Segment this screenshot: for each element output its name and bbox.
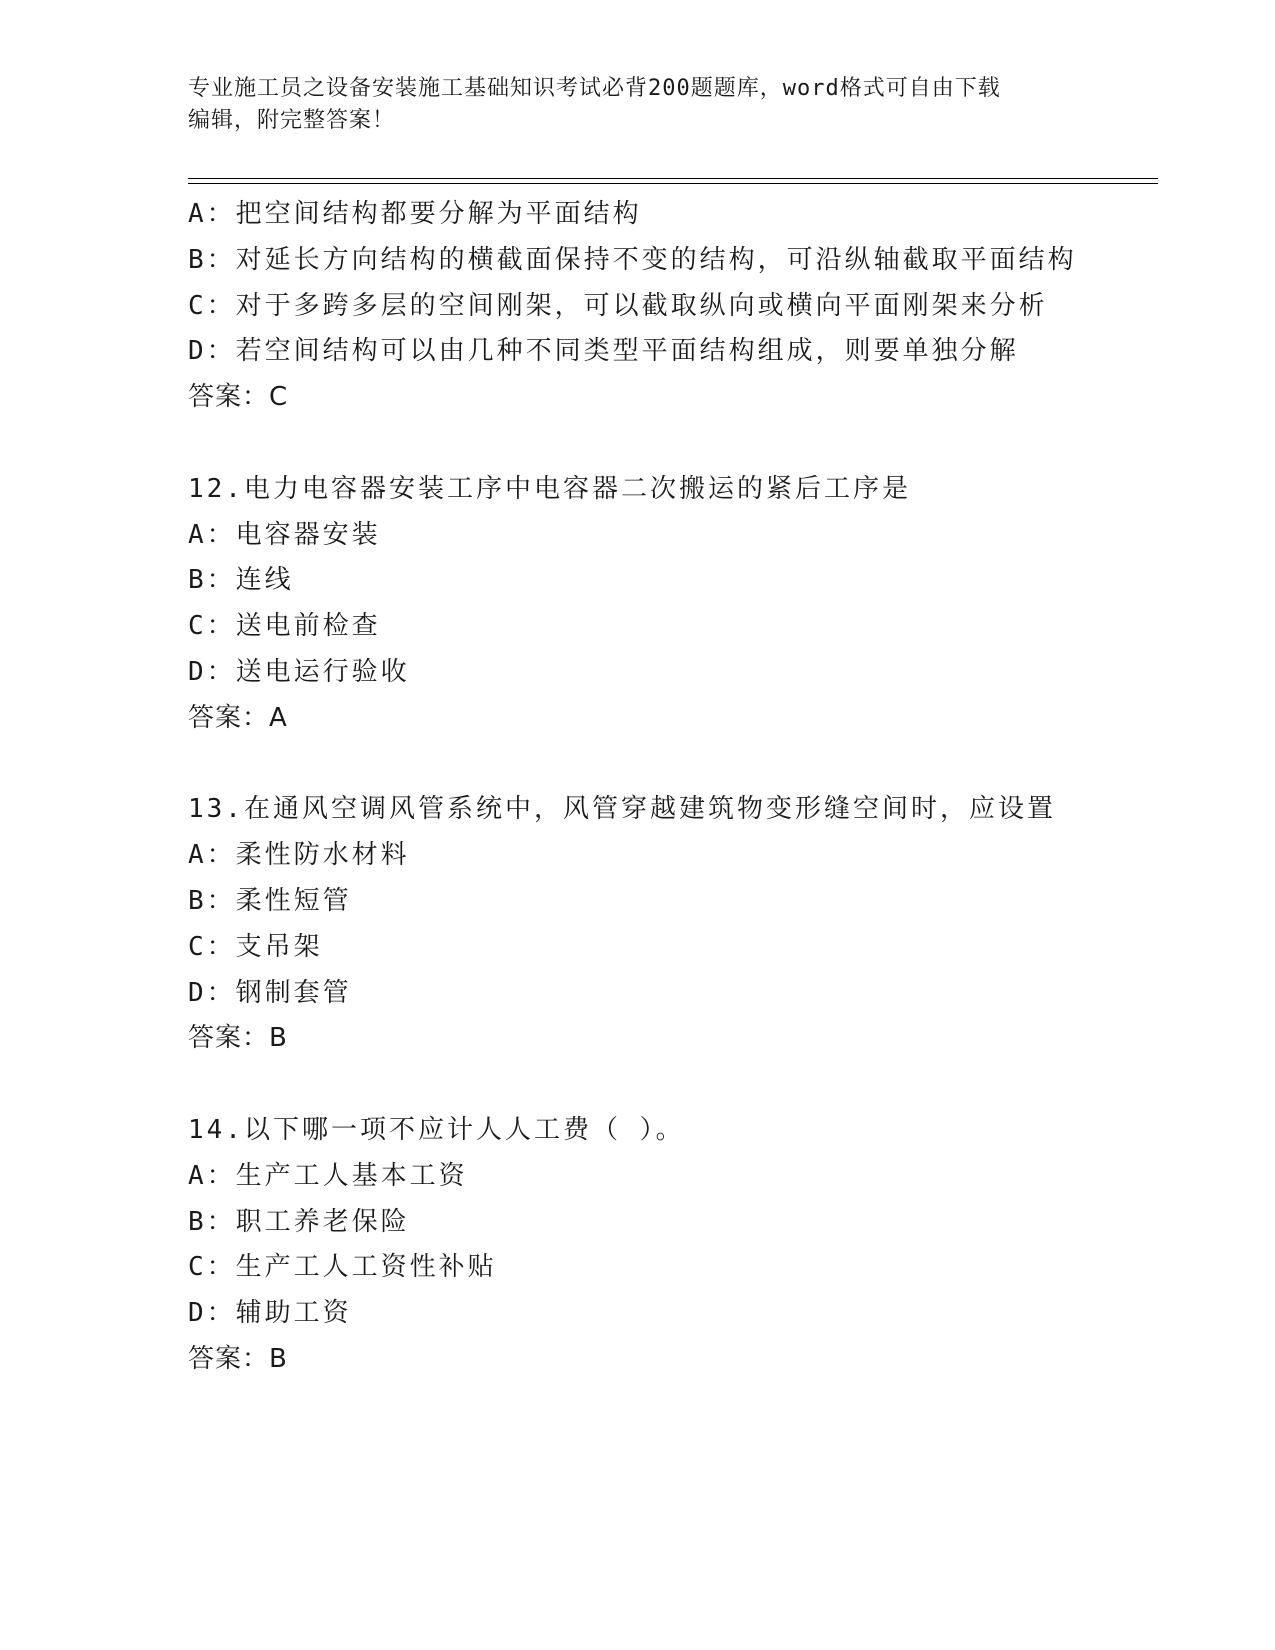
option-d: D：若空间结构可以由几种不同类型平面结构组成，则要单独分解	[188, 336, 1019, 367]
question-text: 13.在通风空调风管系统中，风管穿越建筑物变形缝空间时，应设置	[188, 794, 1056, 825]
option-c: C：支吊架	[188, 931, 323, 962]
spacer	[188, 421, 1168, 467]
spacer	[188, 1062, 1168, 1108]
answer-line: 答案：C	[188, 382, 289, 413]
option-b: B：对延长方向结构的横截面保持不变的结构，可沿纵轴截取平面结构	[188, 244, 1077, 275]
answer-line: 答案：A	[188, 702, 288, 733]
option-a: A：柔性防水材料	[188, 840, 410, 871]
question-list	[188, 192, 1168, 1383]
option-d: D：钢制套管	[188, 977, 352, 1008]
option-a: A：把空间结构都要分解为平面结构	[188, 199, 642, 229]
spacer	[188, 742, 1168, 788]
header-divider-bottom	[188, 183, 1158, 184]
header-title-line-2: 编辑，附完整答案！	[188, 108, 396, 133]
answer-line: 答案：B	[188, 1343, 288, 1374]
option-d: D：送电运行验收	[188, 656, 410, 687]
option-b: B：职工养老保险	[188, 1206, 410, 1237]
question-block-14	[188, 1108, 1168, 1383]
header-title-line-1: 专业施工员之设备安装施工基础知识考试必背200题题库，word格式可自由下载	[188, 76, 1001, 101]
question-text: 12.电力电容器安装工序中电容器二次搬运的紧后工序是	[188, 473, 911, 504]
option-b: B：柔性短管	[188, 885, 352, 916]
question-text: 14.以下哪一项不应计人人工费（ ）。	[188, 1114, 685, 1145]
document-header	[188, 73, 1088, 137]
option-a: A：电容器安装	[188, 519, 381, 550]
answer-line: 答案：B	[188, 1023, 288, 1054]
question-block-11	[188, 192, 1168, 421]
option-c: C：生产工人工资性补贴	[188, 1252, 497, 1283]
option-a: A：生产工人基本工资	[188, 1160, 468, 1191]
option-d: D：辅助工资	[188, 1298, 352, 1329]
option-b: B：连线	[188, 565, 294, 596]
option-c: C：对于多跨多层的空间刚架，可以截取纵向或横向平面刚架来分析	[188, 290, 1048, 321]
question-block-12	[188, 467, 1168, 742]
question-block-13	[188, 787, 1168, 1062]
option-c: C：送电前检查	[188, 611, 381, 642]
header-divider-top	[188, 178, 1158, 179]
